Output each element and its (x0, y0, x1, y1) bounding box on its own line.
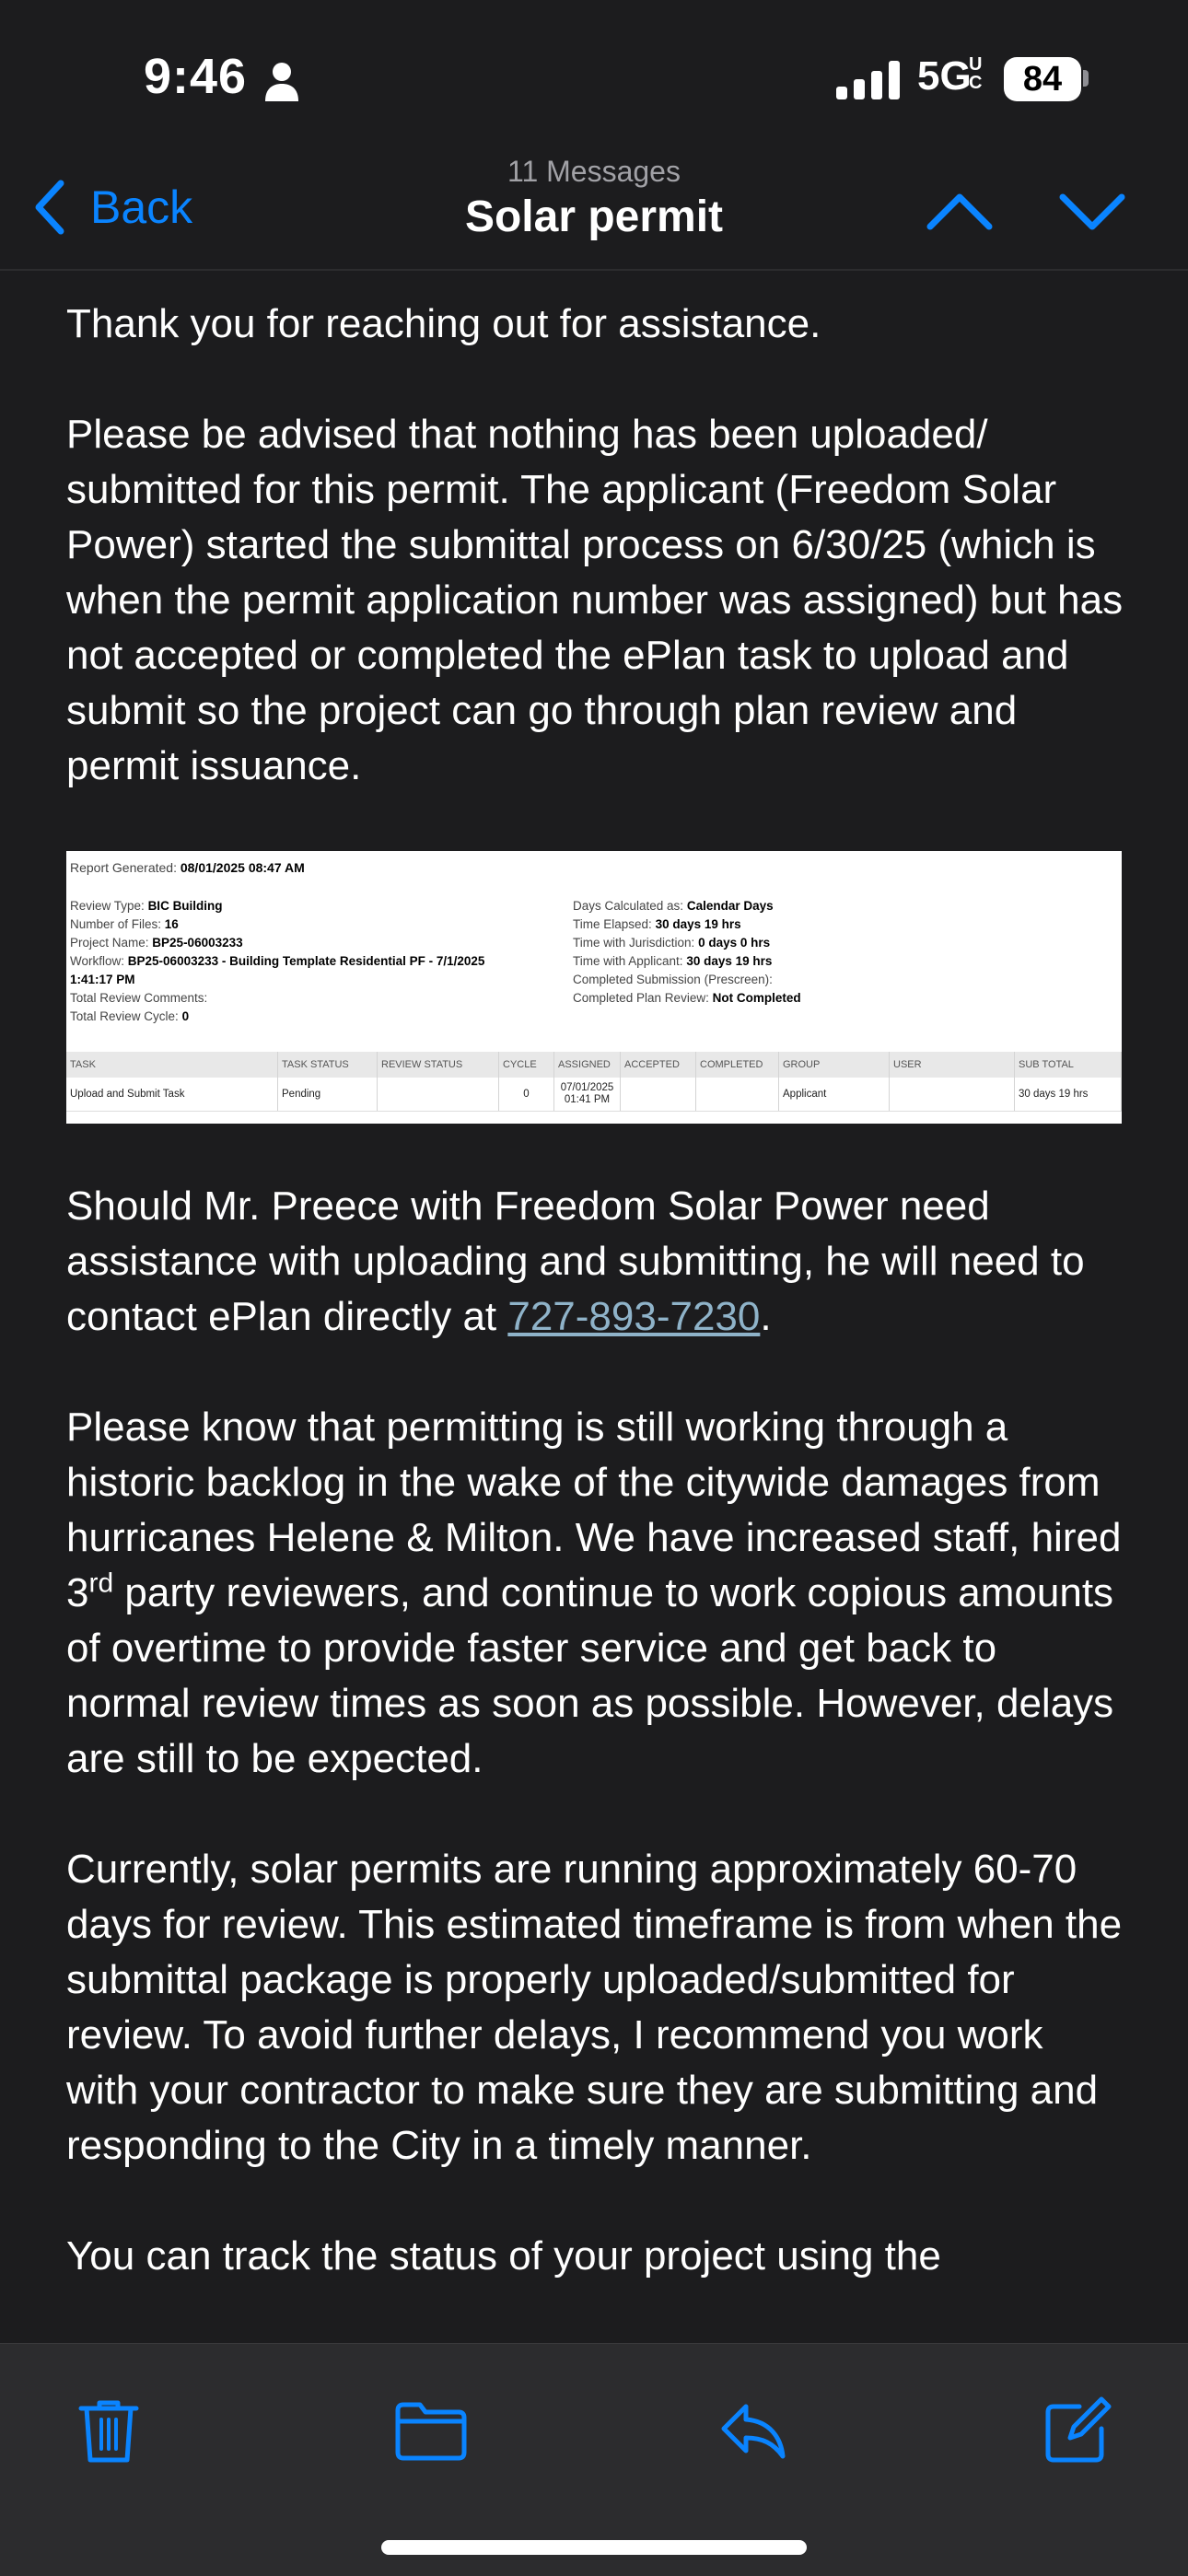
cell-review-status (378, 1078, 499, 1111)
battery-tip (1083, 70, 1089, 87)
network-subtype (969, 55, 985, 92)
report-generated-label: Report Generated: (70, 860, 177, 875)
network-type: 5G (917, 53, 972, 99)
paragraph-3-text: Should Mr. Preece with Freedom Solar Power need assistance with uploading and submitting, he will need to contact ePlan directly at (66, 1183, 1085, 1339)
report-left-row (70, 915, 586, 934)
column-header: TASK STATUS (278, 1052, 378, 1078)
report-right-row (573, 989, 1089, 1008)
cell-task-status: Pending (278, 1078, 378, 1111)
report-left-row (70, 897, 586, 915)
cellular-signal-icon (836, 61, 901, 99)
status-time: 9:46 (144, 49, 248, 104)
column-header: GROUP (779, 1052, 890, 1078)
report-value: 30 days 19 hrs (686, 954, 773, 968)
back-button-label: Back (90, 181, 193, 233)
person-icon (263, 61, 300, 101)
report-label: Completed Submission (Prescreen): (573, 973, 773, 986)
next-message-chevron-down-icon[interactable] (1057, 184, 1127, 239)
report-right-row (573, 952, 1089, 971)
column-header: ACCEPTED (621, 1052, 696, 1078)
home-indicator[interactable] (381, 2540, 807, 2555)
column-header: SUB TOTAL (1015, 1052, 1122, 1078)
column-header: COMPLETED (696, 1052, 779, 1078)
report-value: BP25-06003233 (152, 936, 243, 950)
assigned-time: 01:41 PM (564, 1094, 611, 1105)
report-value: BP25-06003233 - Building Template Residential PF - 7/1/2025 (127, 954, 485, 968)
report-right-row (573, 915, 1089, 934)
column-header: TASK (66, 1052, 278, 1078)
phone-link[interactable]: 727-893-7230 (507, 1294, 761, 1339)
folder-icon[interactable] (394, 2395, 468, 2465)
cell-accepted (621, 1078, 696, 1111)
thread-title: Solar permit (464, 192, 724, 241)
column-header: CYCLE (499, 1052, 554, 1078)
nav-bar (0, 147, 1188, 271)
report-value: 16 (164, 917, 179, 931)
report-label: Days Calculated as: (573, 899, 684, 913)
previous-message-chevron-up-icon[interactable] (925, 184, 995, 239)
back-button[interactable] (31, 175, 192, 239)
report-label: Total Review Cycle: (70, 1009, 179, 1023)
cell-sub-total: 30 days 19 hrs (1015, 1078, 1122, 1111)
email-paragraph-2: Please be advised that nothing has been uploaded/ submitted for this permit. The applicant (Freedom Solar Power) started the submittal process on 6/30/25 (which is when the permit application number was assigned) but has not accepted or completed the ePlan task to upload and submit so the project can go through plan review and permit issuance. (66, 412, 1124, 788)
report-left-column (70, 897, 586, 1026)
report-label: Completed Plan Review: (573, 991, 709, 1005)
cell-task: Upload and Submit Task (66, 1078, 278, 1111)
report-right-row (573, 971, 1089, 989)
report-right-row (573, 934, 1089, 952)
report-value: 1:41:17 PM (70, 973, 135, 986)
battery-level: 84 (1022, 60, 1063, 99)
email-paragraph-6: You can track the status of your project using the (66, 2233, 941, 2279)
column-header: USER (890, 1052, 1015, 1078)
nav-title-group (318, 153, 870, 245)
report-label: Time with Applicant: (573, 954, 683, 968)
chevron-left-icon (31, 180, 68, 235)
report-value: 30 days 19 hrs (655, 917, 741, 931)
paragraph-4-text: Please know that permitting is still working through a historic backlog in the wake of the citywide damages from hurricanes Helene & Milton. We have increased staff, hired 3 (66, 1405, 1122, 1615)
report-left-row (70, 971, 586, 989)
status-bar (0, 0, 1188, 157)
cell-group: Applicant (779, 1078, 890, 1111)
email-paragraph-3 (66, 1179, 1125, 1345)
cell-assigned (554, 1078, 621, 1111)
report-label: Project Name: (70, 936, 149, 950)
report-value: BIC Building (147, 899, 223, 913)
report-generated (70, 860, 305, 875)
report-left-row (70, 934, 586, 952)
report-left-row (70, 989, 586, 1008)
compose-icon[interactable] (1042, 2395, 1112, 2465)
email-paragraph-5: Currently, solar permits are running approximately 60-70 days for review. This estimated timeframe is from when the submittal package is properly uploaded/submitted for review. To avoid further delays, I recommend you work with your contractor to make sure they are submitting and responding to the City in a timely manner. (66, 1847, 1123, 2168)
network-subtype-text: UC (969, 54, 983, 93)
report-right-column (573, 897, 1089, 1008)
report-label: Number of Files: (70, 917, 162, 931)
report-value: Calendar Days (686, 899, 774, 913)
report-value: Not Completed (712, 991, 801, 1005)
cell-completed (696, 1078, 779, 1111)
report-left-row (70, 1008, 586, 1026)
report-image (66, 851, 1122, 1124)
column-header: ASSIGNED (554, 1052, 621, 1078)
paragraph-4-rest: party reviewers, and continue to work copious amounts of overtime to provide faster service and get back to normal review times as soon as possible. However, delays are still to be expected. (66, 1570, 1114, 1781)
reply-icon[interactable] (718, 2395, 788, 2465)
email-paragraph-1: Thank you for reaching out for assistance. (66, 301, 821, 346)
cell-user (890, 1078, 1015, 1111)
message-count: 11 Messages (507, 155, 681, 188)
report-table (66, 1052, 1122, 1112)
ordinal-superscript: rd (88, 1568, 114, 1599)
assigned-date: 07/01/2025 (560, 1082, 614, 1093)
trash-icon[interactable] (74, 2395, 144, 2465)
report-label: Total Review Comments: (70, 991, 208, 1005)
report-left-row (70, 952, 586, 971)
column-header: REVIEW STATUS (378, 1052, 499, 1078)
report-table-row (66, 1078, 1122, 1112)
email-paragraph-4 (66, 1400, 1125, 1787)
report-value: 0 days 0 hrs (698, 936, 771, 950)
report-label: Time Elapsed: (573, 917, 652, 931)
cell-assigned-inner (561, 1082, 614, 1106)
email-body (66, 271, 1125, 2343)
report-generated-value: 08/01/2025 08:47 AM (180, 860, 305, 875)
report-label: Time with Jurisdiction: (573, 936, 695, 950)
report-right-row (573, 897, 1089, 915)
paragraph-3-end: . (760, 1294, 772, 1339)
battery-indicator (1004, 57, 1081, 101)
report-label: Review Type: (70, 899, 145, 913)
report-table-header (66, 1052, 1122, 1078)
report-label: Workflow: (70, 954, 125, 968)
report-value: 0 (181, 1009, 190, 1023)
cell-cycle: 0 (499, 1078, 554, 1111)
